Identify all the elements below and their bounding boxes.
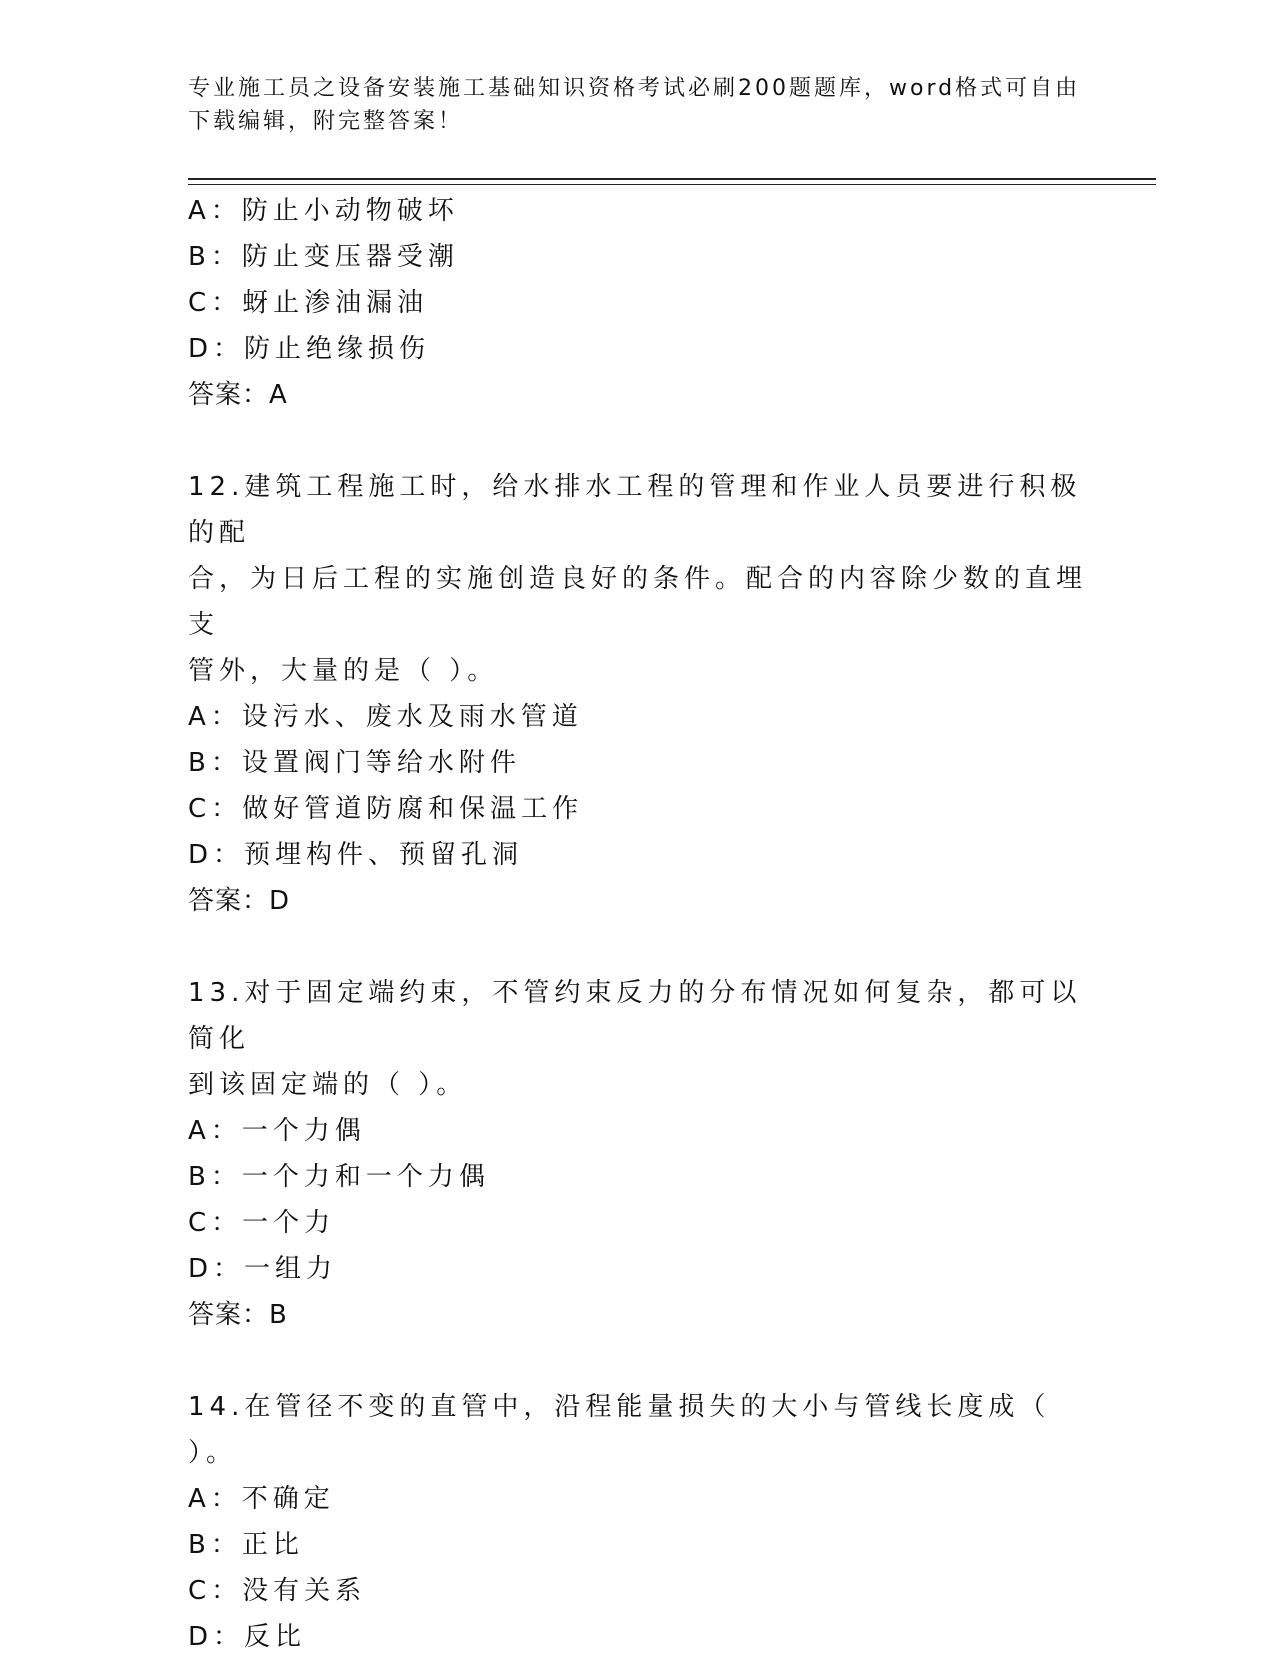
option-a: A：设污水、废水及雨水管道 — [188, 702, 583, 732]
option-d: D：一组力 — [188, 1254, 338, 1284]
question-stem-line: 13.对于固定端约束，不管约束反力的分布情况如何复杂，都可以简化 — [188, 978, 1082, 1054]
option-a: A：不确定 — [188, 1484, 335, 1514]
question-content — [188, 188, 1088, 1660]
option-b: B：设置阀门等给水附件 — [188, 748, 521, 778]
question-14-block — [188, 1384, 1088, 1660]
option-a: A：一个力偶 — [188, 1116, 366, 1146]
header-line-1: 专业施工员之设备安装施工基础知识资格考试必刷200题题库，word格式可自由 — [188, 76, 1081, 101]
option-c: C：没有关系 — [188, 1576, 367, 1606]
option-c: C：一个力 — [188, 1208, 336, 1238]
document-header — [188, 72, 1088, 138]
answer-line: 答案：B — [188, 1300, 288, 1330]
option-b: B：防止变压器受潮 — [188, 242, 459, 272]
option-a: A：防止小动物破坏 — [188, 196, 459, 226]
option-c: C：做好管道防腐和保温工作 — [188, 794, 584, 824]
option-d: D：预埋构件、预留孔洞 — [188, 840, 524, 870]
spacer — [188, 924, 1088, 970]
question-stem-line: 12.建筑工程施工时，给水排水工程的管理和作业人员要进行积极的配 — [188, 472, 1082, 548]
spacer — [188, 418, 1088, 464]
option-d: D：反比 — [188, 1622, 307, 1652]
question-13-block — [188, 970, 1088, 1338]
question-12-block — [188, 464, 1088, 924]
question-stem-line: 到该固定端的（ ）。 — [188, 1070, 468, 1100]
spacer — [188, 1338, 1088, 1384]
answer-line: 答案：D — [188, 886, 291, 916]
answer-line: 答案：A — [188, 380, 288, 410]
header-line-2: 下载编辑，附完整答案！ — [188, 109, 464, 134]
option-d: D：防止绝缘损伤 — [188, 334, 431, 364]
question-stem-line: 14.在管径不变的直管中，沿程能量损失的大小与管线长度成（ ）。 — [188, 1392, 1051, 1468]
question-11-block — [188, 188, 1088, 418]
header-divider-thick — [188, 178, 1156, 180]
option-b: B：一个力和一个力偶 — [188, 1162, 490, 1192]
question-stem-line: 合，为日后工程的实施创造良好的条件。配合的内容除少数的直埋支 — [188, 564, 1088, 640]
header-divider-thin — [188, 184, 1156, 185]
option-c: C：蚜止渗油漏油 — [188, 288, 429, 318]
option-b: B：正比 — [188, 1530, 304, 1560]
question-stem-line: 管外，大量的是（ ）。 — [188, 656, 499, 686]
